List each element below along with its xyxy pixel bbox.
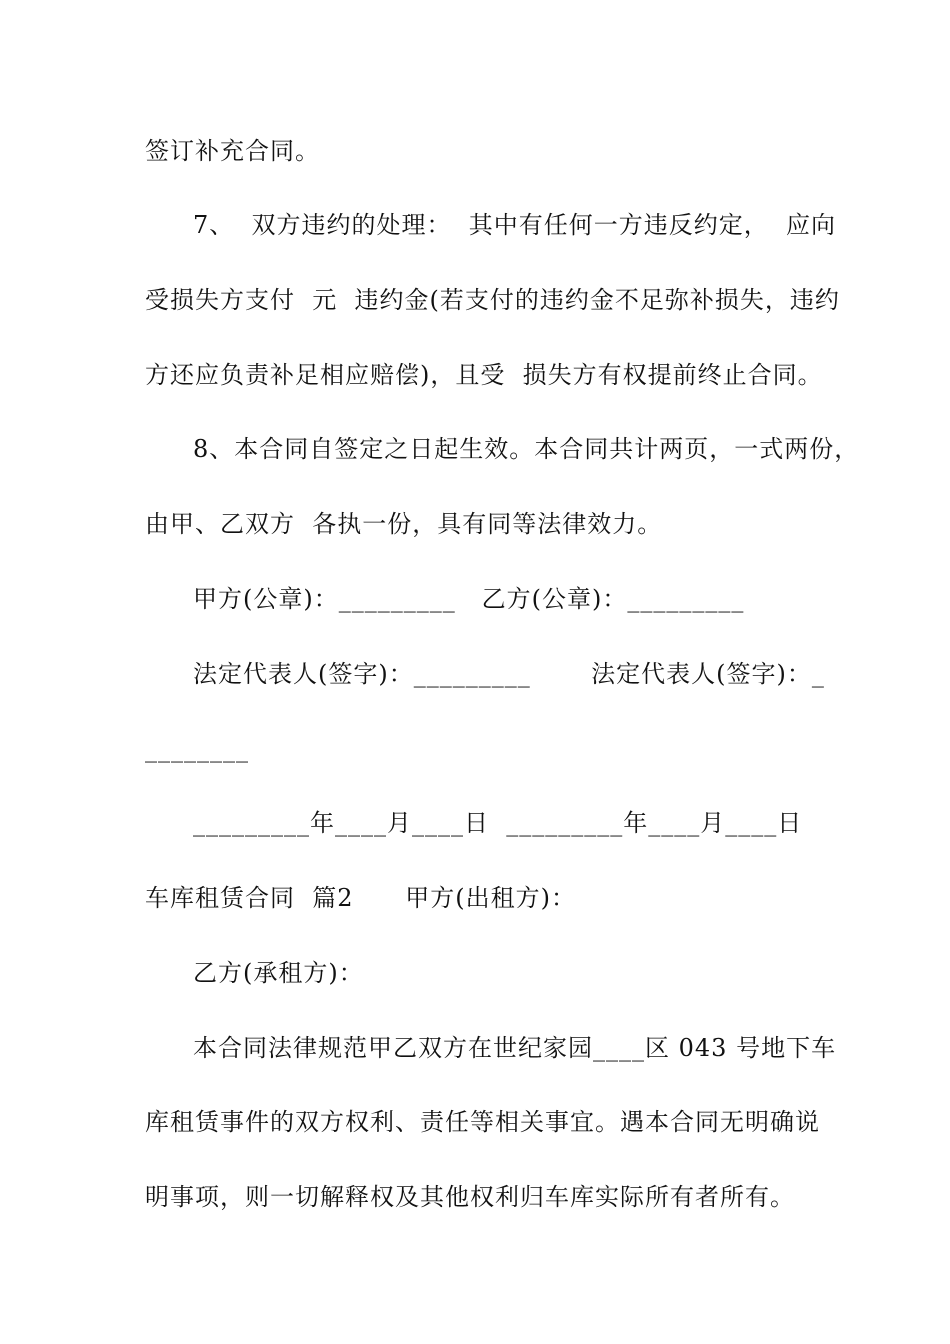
paragraph-line: 明事项，则一切解释权及其他权利归车库实际所有者所有。 [145,1183,795,1211]
signature-blank-continuation: ________ [145,735,249,763]
paragraph-line: 由甲、乙双方 各执一份，具有同等法律效力。 [145,510,663,538]
paragraph-line: 库租赁事件的双方权利、责任等相关事宜。遇本合同无明确说 [145,1108,820,1136]
party-b-line: 乙方(承租方)： [193,959,364,987]
signature-representative-line: 法定代表人(签字)：_________ 法定代表人(签字)：_ [193,660,825,688]
paragraph-line: 本合同法律规范甲乙双方在世纪家园____区 043 号地下车 [193,1034,837,1062]
date-line: _________年____月____日 _________年____月____日 [193,809,803,837]
contract-heading-line: 车库租赁合同 篇2 甲方(出租方)： [145,884,577,912]
paragraph-line: 方还应负责补足相应赔偿)，且受 损失方有权提前终止合同。 [145,361,823,389]
signature-seal-line: 甲方(公章)：_________ 乙方(公章)：_________ [193,585,745,613]
paragraph-line: 7、 双方违约的处理： 其中有任何一方违反约定， 应向 [193,211,837,239]
paragraph-line: 8、本合同自签定之日起生效。本合同共计两页，一式两份， [193,435,860,463]
paragraph-line: 受损失方支付 元 违约金(若支付的违约金不足弥补损失，违约 [145,286,840,314]
paragraph-line: 签订补充合同。 [145,137,320,165]
